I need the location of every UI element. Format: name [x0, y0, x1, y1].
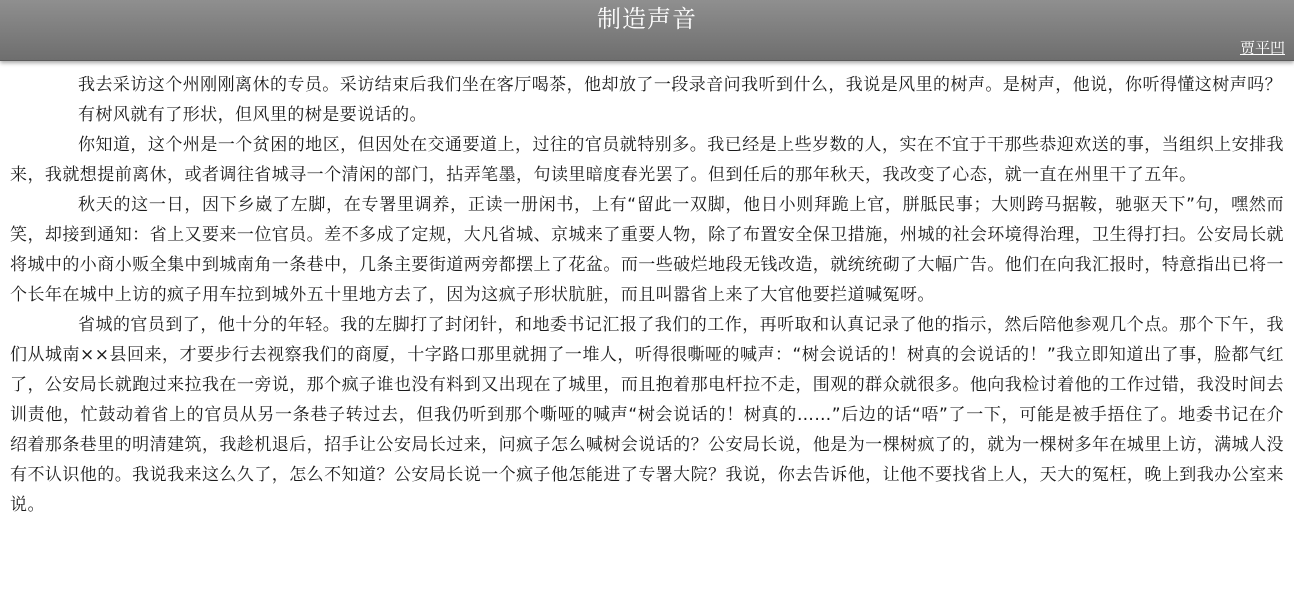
page-title: 制造声音	[597, 5, 697, 33]
paragraph-1: 我去采访这个州刚刚离休的专员。采访结束后我们坐在客厅喝茶，他却放了一段录音问我听到什么，我说是风里的树声。是树声，他说，你听得懂这树声吗？	[78, 75, 1283, 95]
paragraph-4: 秋天的这一日，因下乡崴了左脚，在专署里调养，正读一册闲书，上有“留此一双脚，他日小则拜跪上官，胼胝民事；大则跨马据鞍，驰驱天下”句，嘿然而笑，却接到通知：省上又要来一位官员。差不多成了定规，大凡省城、京城来了重要人物，除了布置安全保卫措施，州城的社会环境得治理，卫生得打扫。公安局长就将城中的小商小贩全集中到城南角一条巷中，几条主要街道两旁都摆上了花盆。而一些破烂地段无钱改造，就统统砌了大幅广告。他们在向我汇报时，特意指出已将一个长年在城中上访的疯子用车拉到城外五十里地方去了，因为这疯子形状肮脏，而且叫嚣省上来了大官他要拦道喊冤呀。	[10, 195, 1284, 305]
author-link[interactable]: 贾平凹	[1239, 39, 1285, 57]
header-bar	[0, 0, 1294, 61]
article-body	[10, 70, 1284, 520]
paragraph-5: 省城的官员到了，他十分的年轻。我的左脚打了封闭针，和地委书记汇报了我们的工作，再听取和认真记录了他的指示，然后陪他参观几个点。那个下午，我们从城南××县回来，才要步行去视察我们的商厦，十字路口那里就拥了一堆人，听得很嘶哑的喊声：“树会说话的！树真的会说话的！”我立即知道出了事，脸都气红了，公安局长就跑过来拉我在一旁说，那个疯子谁也没有料到又出现在了城里，而且抱着那电杆拉不走，围观的群众就很多。他向我检讨着他的工作过错，我没时间去训责他，忙鼓动着省上的官员从另一条巷子转过去，但我仍听到那个嘶哑的喊声“树会说话的！树真的……”后边的话“唔”了一下，可能是被手捂住了。地委书记在介绍着那条巷里的明清建筑，我趁机退后，招手让公安局长过来，问疯子怎么喊树会说话的？公安局长说，他是为一棵树疯了的，就为一棵树多年在城里上访，满城人没有不认识他的。我说我来这么久了，怎么不知道？公安局长说一个疯子他怎能进了专署大院？我说，你去告诉他，让他不要找省上人，天大的冤枉，晚上到我办公室来说。	[10, 315, 1284, 515]
paragraph-3: 你知道，这个州是一个贫困的地区，但因处在交通要道上，过往的官员就特别多。我已经是上些岁数的人，实在不宜于干那些恭迎欢送的事，当组织上安排我来，我就想提前离休，或者调往省城寻一个清闲的部门，拈弄笔墨，句读里暗度春光罢了。但到任后的那年秋天，我改变了心态，就一直在州里干了五年。	[10, 135, 1284, 185]
paragraph-2: 有树风就有了形状，但风里的树是要说话的。	[78, 105, 427, 125]
